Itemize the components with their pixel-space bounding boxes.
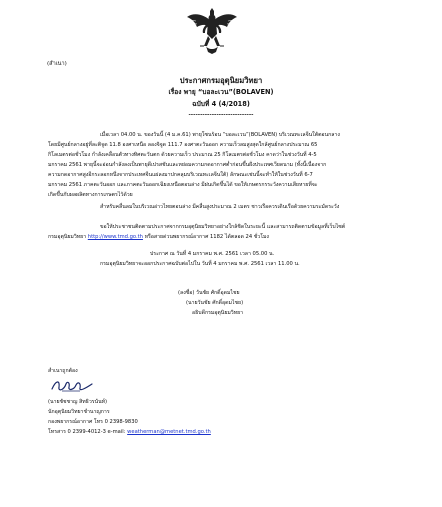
copy-label: (สำเนา) bbox=[47, 61, 67, 67]
page-title: ประกาศกรมอุตุนิยมวิทยา bbox=[179, 76, 263, 85]
para1-line-1: เมื่อเวลา 04.00 น. ของวันนี้ (4 ม.ค.61) พายุโซนร้อน “บอละเวน”(BOLAVEN) บริเวณทะเลจีนใต้ตอนกลาง bbox=[100, 132, 340, 138]
para2-text: สำหรับคลื่นลมในบริเวณอ่าวไทยตอนล่าง มีคลื่นสูงประมาณ 2 เมตร ชาวเรือควรเดินเรือด้วยความระมัดระวัง bbox=[100, 204, 340, 210]
para3-text-after-link: หรือสายด่วนพยากรณ์อากาศ 1182 ได้ตลอด 24 ชั่วโมง bbox=[142, 234, 269, 240]
para3-line-1: ขอให้ประชาชนติดตามประกาศจากกรมอุตุนิยมวิทยาอย่างใกล้ชิดในระยะนี้ และสามารถติดตามข้อมูลที่เว็บไซต์ bbox=[100, 224, 346, 230]
para1-line-3: กิโลเมตรต่อชั่วโมง กำลังเคลื่อนตัวทางทิศตะวันตก ด้วยความเร็ว ประมาณ 25 กิโลเมตรต่อชั่วโมง คาดว่าในช่วงวันที่ 4-5 bbox=[48, 152, 317, 158]
division-phone: กองพยากรณ์อากาศ โทร 0 2398-9830 bbox=[48, 419, 138, 425]
tmd-website-link[interactable]: http://www.tmd.go.th bbox=[87, 234, 143, 240]
signed-line: (ลงชื่อ) วันชัย ศักดิ์อุดมไชย bbox=[178, 290, 240, 296]
para1-line-4: มกราคม 2561 พายุนี้จะอ่อนกำลังลงเป็นพายุดีเปรสชันและหย่อมความกดอากาศต่ำก่อนขึ้นฝั่งประเทศเวียดนาม (ทั้งนี้เนื่องจาก bbox=[48, 162, 327, 168]
fax-email-line bbox=[48, 429, 211, 436]
para3-text-before-link: กรมอุตุนิยมวิทยา bbox=[48, 234, 87, 240]
para1-line-7: เกิดขึ้นกับผลผลิตทางการเกษตรไว้ด้วย bbox=[48, 192, 133, 198]
para3-line-2 bbox=[48, 234, 269, 241]
issue-number: ฉบับที่ 4 (4/2018) bbox=[192, 100, 250, 108]
para1-line-5: ความกดอากาศสูงอีกระลอกหนึ่งจากประเทศจีนแผ่ลงมาปกคลุมบริเวณทะเลจีนใต้) ลักษณะเช่นนี้จะทำให้ในช่วงวันที่ 6-7 bbox=[48, 172, 313, 178]
signer-position: อธิบดีกรมอุตุนิยมวิทยา bbox=[192, 310, 244, 316]
separator-line: ---------------------------- bbox=[188, 112, 254, 118]
fax-text: โทรสาร 0 2399-4012-3 e-mail: bbox=[48, 429, 128, 435]
garuda-emblem-icon bbox=[186, 8, 238, 54]
certifier-position: นักอุตุนิยมวิทยาชำนาญการ bbox=[48, 409, 110, 415]
signer-name: (นายวันชัย ศักดิ์อุดมไชย) bbox=[186, 300, 244, 306]
announced-date: ประกาศ ณ วันที่ 4 มกราคม พ.ศ. 2561 เวลา 05.00 น. bbox=[150, 251, 275, 257]
next-announcement: กรมอุตุนิยมวิทยาจะออกประกาศฉบับต่อไปใน วันที่ 4 มกราคม พ.ศ. 2561 เวลา 11.00 น. bbox=[100, 261, 300, 267]
handwritten-signature bbox=[50, 378, 94, 394]
subject-line: เรื่อง พายุ “บอละเวน”(BOLAVEN) bbox=[168, 88, 274, 96]
para1-line-6: มกราคม 2561 ภาคตะวันออก และภาคตะวันออกเฉียงเหนือตอนล่าง มีฝนเกิดขึ้นได้ ขอให้เกษตรกรระวังความเสียหายที่จะ bbox=[48, 182, 318, 188]
para1-line-2: โดยมีศูนย์กลางอยู่ที่ละติจูด 11.8 องศาเหนือ ลองจิจูด 111.7 องศาตะวันออก ความเร็วลมสูงสุดใกล้ศูนย์กลางประมาณ 65 bbox=[48, 142, 318, 148]
email-link[interactable]: weatherman@metnet.tmd.go.th bbox=[127, 429, 211, 435]
certifier-name: (นายชัชชาญ สิทธิวรนันท์) bbox=[48, 399, 108, 405]
certify-label: สำเนาถูกต้อง bbox=[48, 368, 78, 374]
